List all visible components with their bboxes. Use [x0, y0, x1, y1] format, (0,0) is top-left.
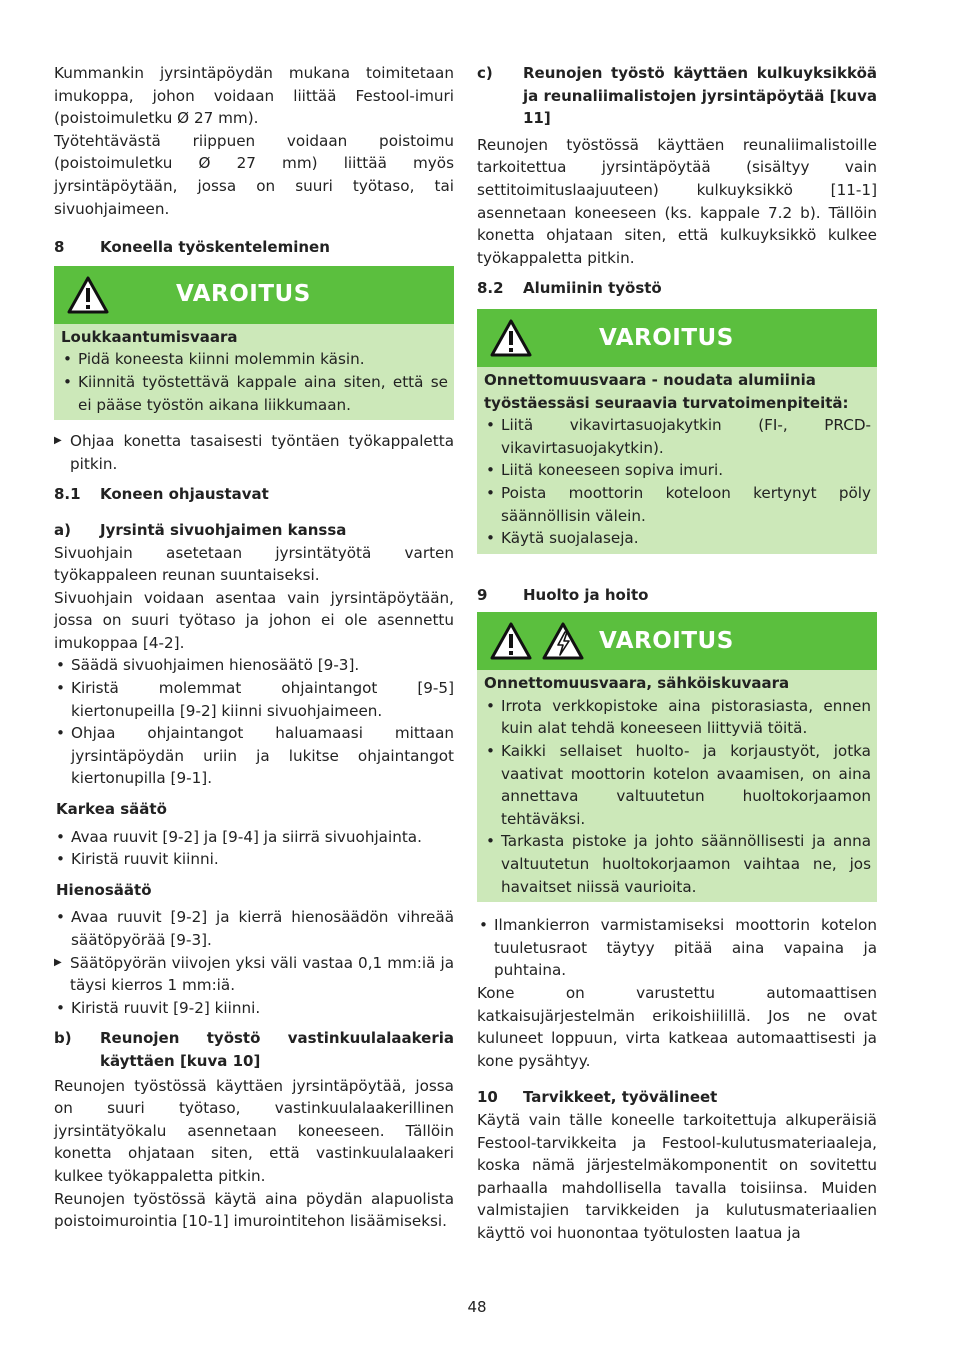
subsection-title: Reunojen työstö vastinkuulalaakeria käyttäen [kuva 10] — [100, 1029, 454, 1070]
instruction-step: ▶ Ohjaa konetta tasaisesti työntäen työkappaletta pitkin. — [54, 430, 454, 475]
list-item: • Kiristä ruuvit [9-2] kiinni. — [54, 997, 454, 1020]
warning-heading: Onnettomuusvaara, sähköiskuvaara — [484, 674, 790, 693]
warning-body — [477, 670, 877, 902]
section-title: Koneen ohjaustavat — [100, 485, 269, 504]
section-number: 8.1 — [54, 485, 81, 504]
fine-adjustment-heading: Hienosäätö — [56, 880, 152, 899]
section-title: Tarvikkeet, työvälineet — [523, 1088, 718, 1107]
subsection-b-heading — [54, 1027, 454, 1072]
section-8-2-heading — [477, 277, 877, 300]
warning-box-electric — [477, 612, 877, 902]
warning-body — [477, 367, 877, 554]
warning-item: • Irrota verkkopistoke aina pistorasiasta, ennen kuin alat tehdä koneeseen liittyviä töitä. — [484, 695, 871, 740]
list-item: • Avaa ruuvit [9-2] ja kierrä hienosäädön vihreää säätöpyörää [9-3]. — [54, 906, 454, 951]
warning-box-aluminium — [477, 309, 877, 554]
section-10-heading — [477, 1086, 877, 1109]
warning-title: VAROITUS — [176, 281, 311, 308]
section-number: 10 — [477, 1088, 498, 1107]
warning-triangle-icon — [489, 621, 533, 661]
warning-bar — [54, 266, 454, 324]
section-8-heading — [54, 236, 454, 259]
paragraph: Sivuohjain asetetaan jyrsintätyötä varten työkappaleen reunan suuntaiseksi. — [54, 543, 454, 585]
subsection-label: c) — [477, 64, 493, 82]
section-title: Alumiinin työstö — [523, 279, 662, 298]
warning-bar — [477, 309, 877, 367]
paragraph: Reunojen työstössä käyttäen reunaliimalistoille tarkoitettua jyrsintäpöytää (sisältyy vain settitoimituslaajuuteen) kulkuyksikkö [11-1] asennetaan koneeseen (ks. kappale 7.2 b). Tällöin konetta ohjataan siten, että kulkuyksikkö kulkee työkappaletta pitkin. — [477, 135, 877, 267]
paragraph: Reunojen työstössä käyttäen jyrsintäpöytää, jossa on suuri työtaso, vastinkuulalaakerillinen jyrsintätyökalu asennetaan koneeseen. Tällöin konetta ohjataan siten, että vastinkuulalaakeri kulkee työkappaletta pitkin. — [54, 1076, 454, 1185]
coarse-adjustment-heading: Karkea säätö — [56, 800, 167, 819]
warning-title: VAROITUS — [599, 627, 734, 654]
warning-triangle-icon — [66, 275, 110, 315]
warning-box-injury — [54, 266, 454, 420]
list-item: • Kiristä ruuvit kiinni. — [54, 848, 454, 871]
list-item: • Avaa ruuvit [9-2] ja [9-4] ja siirrä sivuohjainta. — [54, 826, 454, 849]
warning-item: • Kiinnitä työstettävä kappale aina siten, että se ei pääse työstön aikana liikkumaan. — [61, 371, 448, 416]
page-number: 48 — [467, 1298, 487, 1316]
warning-heading: Loukkaantumisvaara — [61, 327, 238, 346]
warning-item: • Liitä koneeseen sopiva imuri. — [484, 459, 871, 482]
section-title: Koneella työskenteleminen — [100, 238, 330, 257]
subsection-c-heading — [477, 62, 877, 130]
list-item: • Ilmankierron varmistamiseksi moottorin kotelon tuuletusraot täytyy pitää aina vapaina ja puhtaina. — [477, 914, 877, 982]
warning-title: VAROITUS — [599, 324, 734, 351]
warning-item: • Poista moottorin koteloon kertynyt pöly säännöllisin välein. — [484, 482, 871, 527]
list-item: • Ohjaa ohjaintangot haluamaasi mittaan jyrsintäpöydän uriin ja lukitse ohjaintangot kiertonupilla [9-1]. — [54, 722, 454, 790]
list-item: • Säädä sivuohjaimen hienosäätö [9-3]. — [54, 654, 454, 677]
section-9-heading — [477, 584, 877, 607]
section-title: Huolto ja hoito — [523, 585, 649, 604]
subsection-title: Jyrsintä sivuohjaimen kanssa — [100, 520, 347, 539]
warning-body — [54, 324, 454, 420]
section-8-1-heading — [54, 483, 454, 506]
warning-item: • Pidä koneesta kiinni molemmin käsin. — [61, 348, 448, 371]
subsection-a-heading — [54, 519, 454, 542]
intro-paragraph-2: Työtehtävästä riippuen voidaan poistoimu (poistoimuletku Ø 27 mm) liittää myös jyrsintäpöytään, jossa on suuri työtaso, tai sivuohjaimeen. — [54, 131, 454, 218]
warning-item: • Tarkasta pistoke ja johto säännöllisesti ja anna valtuutetun huoltokorjaamon vaihtaa ne, jos havaitset niissä vaurioita. — [484, 830, 871, 898]
right-column — [477, 62, 877, 1245]
list-item: • Kiristä molemmat ohjaintangot [9-5] kiertonupeilla [9-2] kiinni sivuohjaimeen. — [54, 677, 454, 722]
warning-triangle-icon — [489, 318, 533, 358]
subsection-label: b) — [54, 1029, 72, 1048]
paragraph: Käytä vain tälle koneelle tarkoitettuja alkuperäisiä Festool-tarvikkeita ja Festool-kulutusmateriaaleja, koska nämä järjestelmäkomponentit on sovitettu parhaalla mahdollisella tavalla toisiinsa. Muiden valmistajien tarvikkeiden ja kulutusmateriaalien käyttö voi huonontaa työtulosten laatua ja — [477, 1110, 877, 1242]
instruction-step: ▶ Säätöpyörän viivojen yksi väli vastaa 0,1 mm:iä ja täysi kierros 1 mm:iä. — [54, 952, 454, 997]
electric-shock-icon — [541, 621, 585, 661]
subsection-label: a) — [54, 520, 71, 539]
warning-item: • Liitä vikavirtasuojakytkin (FI-, PRCD-vikavirtasuojakytkin). — [484, 414, 871, 459]
warning-heading: Onnettomuusvaara - noudata alumiinia työstäessäsi seuraavia turvatoimenpiteitä: — [484, 370, 849, 412]
intro-paragraph-1: Kummankin jyrsintäpöydän mukana toimitetaan imukoppa, johon voidaan liittää Festool-imuri (poistoimuletku Ø 27 mm). — [54, 64, 454, 128]
section-number: 9 — [477, 585, 488, 604]
section-number: 8 — [54, 238, 65, 257]
warning-bar — [477, 612, 877, 670]
warning-item: • Kaikki sellaiset huolto- ja korjaustyöt, jotka vaativat moottorin kotelon avaamisen, on aina annettava valtuutetun huoltokorjaamon tehtäväksi. — [484, 740, 871, 830]
paragraph: Kone on varustettu automaattisen katkaisujärjestelmän erikoishiilillä. Jos ne ovat kuluneet loppuun, virta katkeaa automaattisesti ja kone pysähtyy. — [477, 984, 877, 1070]
paragraph: Sivuohjain voidaan asentaa vain jyrsintäpöytään, jossa on suuri työtaso ja johon ei ole asennettu imukoppaa [4-2]. — [54, 588, 454, 652]
section-number: 8.2 — [477, 279, 504, 298]
warning-item: • Käytä suojalaseja. — [484, 527, 871, 550]
subsection-title: Reunojen työstö käyttäen kulkuyksikköä ja reunaliimalistojen jyrsintäpöytää [kuva 11] — [523, 64, 877, 128]
left-column — [54, 62, 454, 1233]
paragraph: Reunojen työstössä käytä aina pöydän alapuolista poistoimurointia [10-1] imurointitehon lisäämiseksi. — [54, 1189, 454, 1231]
